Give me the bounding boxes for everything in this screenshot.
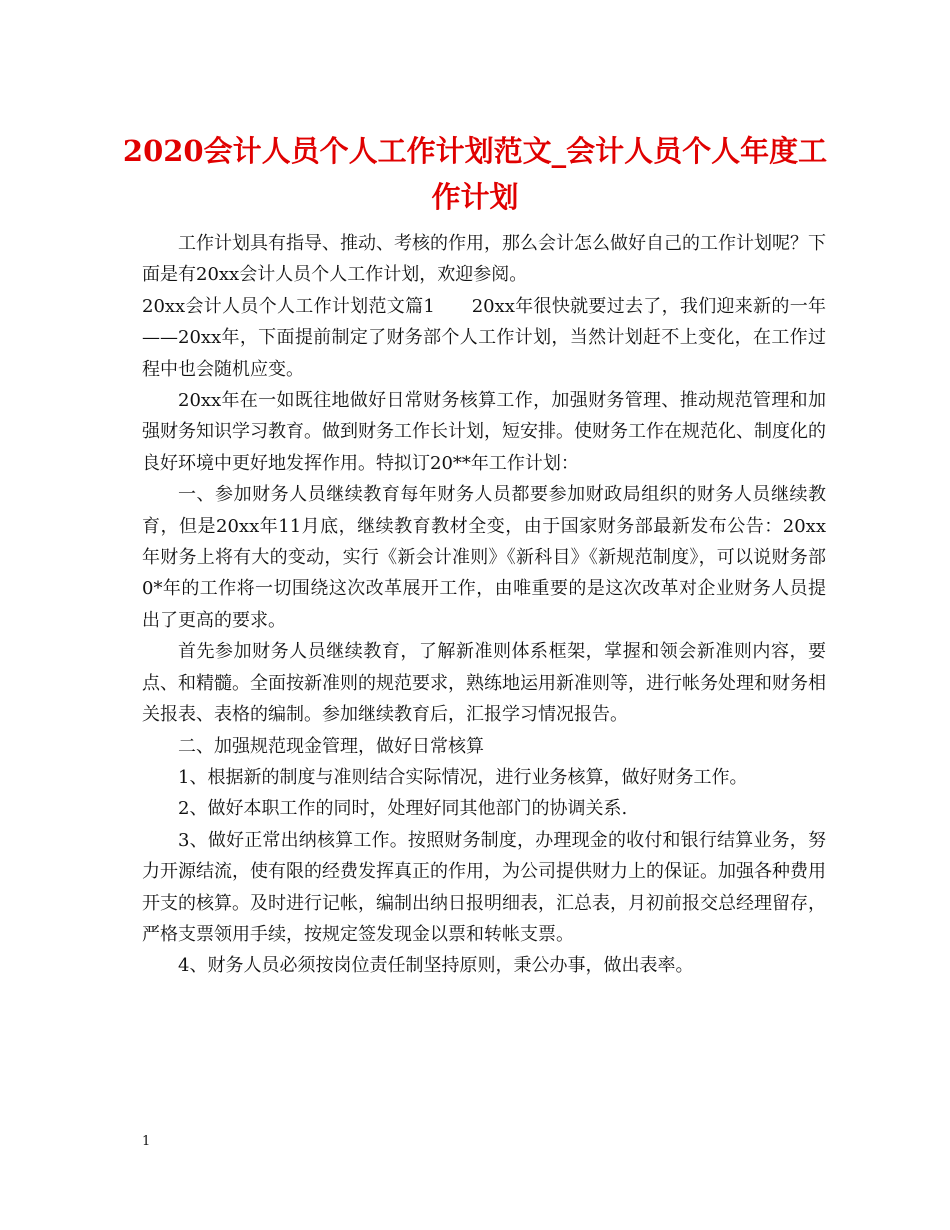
list-item-2: 2、做好本职工作的同时，处理好同其他部门的协调关系. — [178, 798, 628, 820]
list-item-1: 1、根据新的制度与准则结合实际情况，进行业务核算，做好财务工作。 — [178, 766, 748, 788]
list-item-4: 4、财务人员必须按岗位责任制坚持原则，秉公办事，做出表率。 — [178, 955, 694, 977]
section-heading-2: 二、加强规范现金管理，做好日常核算 — [178, 735, 484, 757]
paragraph-5: 首先参加财务人员继续教育，了解新准则体系框架，掌握和领会新准则内容，要点、和精髓。全面按新准则的规范要求，熟练地运用新准则等，进行帐务处理和财务相关报表、表格的编制。参加继续教育后，汇报学习情况报告。 — [142, 641, 826, 726]
document-body — [142, 228, 826, 982]
paragraph-1: 工作计划具有指导、推动、考核的作用，那么会计怎么做好自己的工作计划呢？下面是有20xx会计人员个人工作计划，欢迎参阅。 — [142, 233, 826, 286]
list-item-3: 3、做好正常出纳核算工作。按照财务制度，办理现金的收付和银行结算业务，努力开源结流，使有限的经费发挥真正的作用，为公司提供财力上的保证。加强各种费用开支的核算。及时进行记帐，编制出纳日报明细表，汇总表，月初前报交总经理留存，严格支票领用手续，按规定签发现金以票和转帐支票。 — [142, 829, 826, 945]
paragraph-4: 一、参加财务人员继续教育每年财务人员都要参加财政局组织的财务人员继续教育，但是20xx年11月底，继续教育教材全变，由于国家财务部最新发布公告：20xx年财务上将有大的变动，实行《新会计准则》《新科目》《新规范制度》，可以说财务部0*年的工作将一切围绕这次改革展开工作，由唯重要的是这次改革对企业财务人员提出了更高的要求。 — [142, 484, 826, 631]
paragraph-2: 20xx会计人员个人工作计划范文篇1 20xx年很快就要过去了，我们迎来新的一年——20xx年，下面提前制定了财务部个人工作计划，当然计划赶不上变化，在工作过程中也会随机应变。 — [142, 295, 826, 380]
page-number: 1 — [142, 1134, 151, 1149]
paragraph-3: 20xx年在一如既往地做好日常财务核算工作，加强财务管理、推动规范管理和加强财务知识学习教育。做到财务工作长计划，短安排。使财务工作在规范化、制度化的良好环境中更好地发挥作用。特拟订20**年工作计划： — [142, 390, 826, 474]
document-title: 2020会计人员个人工作计划范文_会计人员个人年度工作计划 — [122, 134, 828, 214]
